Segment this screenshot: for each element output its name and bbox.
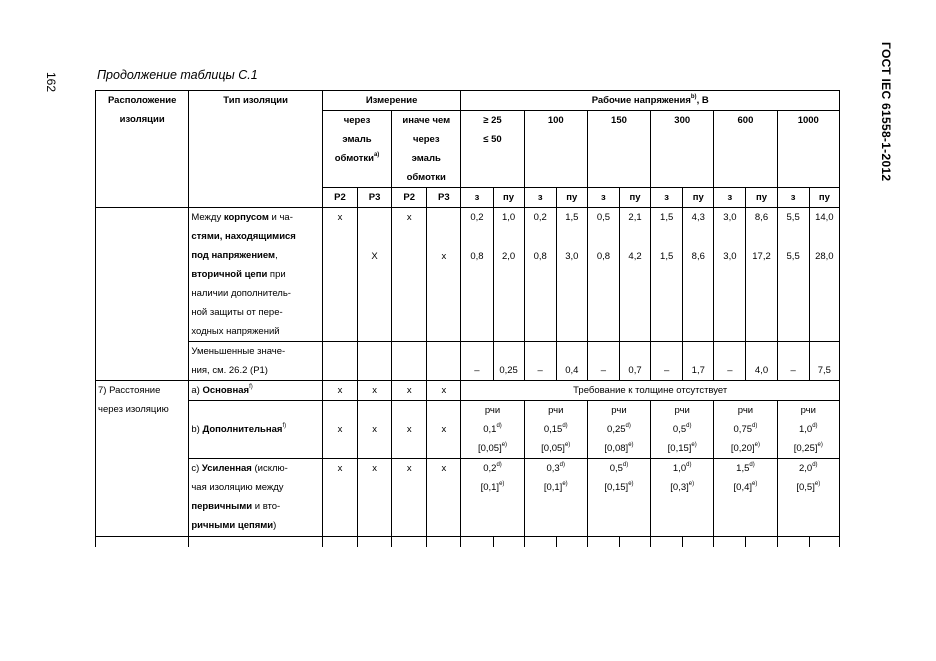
mark-cell: X — [358, 208, 392, 342]
header-voltage-150: 150 — [587, 111, 650, 188]
header-through-enamel: через эмаль обмотки$^{a)}$ — [322, 111, 391, 188]
value-cell: 7,5 — [809, 342, 839, 381]
value-cell: 1,7 — [683, 342, 714, 381]
reinforced-value-cell: 2,0$^{d)}$ $[0,5]^{e)}$ — [777, 459, 839, 537]
type-line: под напряжением, — [191, 250, 278, 261]
header-working-voltages: Рабочие напряжения$^{b)}$, В — [461, 91, 840, 111]
value-cell: 0,5 0,8 — [587, 208, 619, 342]
value-cell: 0,2 0,8 — [524, 208, 556, 342]
type-cell-supplementary: b) Дополнительная$^{f)}$ — [189, 401, 323, 459]
type-line: ной защиты от пере- — [191, 307, 283, 318]
value-cell: 5,5 5,5 — [777, 208, 809, 342]
value-cell: 4,3 8,6 — [683, 208, 714, 342]
value-cell: 0,4 — [556, 342, 587, 381]
header-voltage-1000: 1000 — [777, 111, 839, 188]
header-p3: Р3 — [358, 188, 392, 208]
type-cell-basic: a) Основная$^{f)}$ — [189, 381, 323, 401]
mark-cell: x — [392, 401, 427, 459]
header-z: з — [587, 188, 619, 208]
header-pu: пу — [493, 188, 524, 208]
header-z: з — [524, 188, 556, 208]
type-cell-reduced: Уменьшенные значе- ния, см. 26.2 (Р1) — [189, 342, 323, 381]
rchi-cell: рчи 0,15$^{d)}$ $[0,05]^{e)}$ — [524, 401, 587, 459]
mark-cell: x — [427, 459, 461, 537]
mark-cell: x — [427, 381, 461, 401]
value-cell: 0,7 — [619, 342, 650, 381]
header-voltage-100: 100 — [524, 111, 587, 188]
header-pu: пу — [809, 188, 839, 208]
document-code: ГОСТ IEC 61558-1-2012 — [879, 42, 893, 182]
mark-cell: x — [427, 208, 461, 342]
reinforced-value-cell: 0,2$^{d)}$ $[0,1]^{e)}$ — [461, 459, 524, 537]
rchi-cell: рчи 1,0$^{d)}$ $[0,25]^{e)}$ — [777, 401, 839, 459]
mark-cell: x — [358, 401, 392, 459]
page-number: 162 — [44, 72, 58, 93]
header-z: з — [651, 188, 683, 208]
header-p3: Р3 — [427, 188, 461, 208]
header-voltage-600: 600 — [714, 111, 777, 188]
type-line: наличии дополнитель- — [191, 288, 291, 299]
header-p2: Р2 — [322, 188, 357, 208]
value-cell: 8,6 17,2 — [746, 208, 777, 342]
no-requirement-note: Требование к толщине отсутствует — [461, 381, 840, 401]
reinforced-value-cell: 1,5$^{d)}$ $[0,4]^{e)}$ — [714, 459, 777, 537]
header-z: з — [461, 188, 493, 208]
type-cell-reinforced: c) Усиленная (исклю- чая изоляцию между первичными и вто- ричными цепями) — [189, 459, 323, 537]
type-line: стями, находящимися — [191, 231, 296, 242]
value-cell: – — [777, 342, 809, 381]
value-cell: – — [714, 342, 746, 381]
mark-cell — [322, 342, 357, 381]
mark-cell: x — [427, 401, 461, 459]
header-p2: Р2 — [392, 188, 427, 208]
header-pu: пу — [746, 188, 777, 208]
value-cell: – — [461, 342, 493, 381]
reinforced-value-cell: 0,5$^{d)}$ $[0,15]^{e)}$ — [587, 459, 650, 537]
mark-cell: x — [322, 459, 357, 537]
value-cell: 1,0 2,0 — [493, 208, 524, 342]
value-cell: 3,0 3,0 — [714, 208, 746, 342]
table-row — [96, 459, 840, 537]
value-cell: 14,0 28,0 — [809, 208, 839, 342]
value-cell: 1,5 3,0 — [556, 208, 587, 342]
type-line: ходных напряжений — [191, 326, 280, 337]
header-pu: пу — [683, 188, 714, 208]
mark-cell: x — [392, 208, 427, 342]
mark-cell: x — [358, 459, 392, 537]
header-voltage-25-50: ≥ 25 ≤ 50 — [461, 111, 524, 188]
reinforced-value-cell: 0,3$^{d)}$ $[0,1]^{e)}$ — [524, 459, 587, 537]
mark-cell: x — [322, 208, 357, 342]
mark-cell — [427, 342, 461, 381]
header-pu: пу — [556, 188, 587, 208]
table-row-continuation — [96, 537, 840, 547]
table-row — [96, 342, 840, 381]
rchi-cell: рчи 0,5$^{d)}$ $[0,15]^{e)}$ — [651, 401, 714, 459]
header-z: з — [777, 188, 809, 208]
value-cell: 1,5 1,5 — [651, 208, 683, 342]
header-voltage-300: 300 — [651, 111, 714, 188]
location-cell-distance: 7) Расстояние через изоляцию — [96, 381, 189, 537]
value-cell: – — [587, 342, 619, 381]
rchi-cell: рчи 0,1$^{d)}$ $[0,05]^{e)}$ — [461, 401, 524, 459]
location-cell-empty — [96, 208, 189, 381]
header-location: Расположение изоляции — [96, 91, 189, 208]
header-not-through-enamel: иначе чем через эмаль обмотки — [392, 111, 461, 188]
rchi-cell: рчи 0,25$^{d)}$ $[0,08]^{e)}$ — [587, 401, 650, 459]
header-z: з — [714, 188, 746, 208]
table-row — [96, 381, 840, 401]
mark-cell: x — [392, 459, 427, 537]
value-cell: – — [524, 342, 556, 381]
type-line: Между корпусом и ча- — [191, 212, 293, 223]
mark-cell: x — [358, 381, 392, 401]
value-cell: 0,2 0,8 — [461, 208, 493, 342]
reinforced-value-cell: 1,0$^{d)}$ $[0,3]^{e)}$ — [651, 459, 714, 537]
value-cell: 4,0 — [746, 342, 777, 381]
table-row — [96, 401, 840, 459]
value-cell: 0,25 — [493, 342, 524, 381]
mark-cell — [358, 342, 392, 381]
header-measurement: Измерение — [322, 91, 461, 111]
rchi-cell: рчи 0,75$^{d)}$ $[0,20]^{e)}$ — [714, 401, 777, 459]
table-caption: Продолжение таблицы С.1 — [97, 68, 258, 82]
mark-cell — [392, 342, 427, 381]
mark-cell: x — [322, 401, 357, 459]
header-type: Тип изоляции — [189, 91, 323, 208]
mark-cell: x — [322, 381, 357, 401]
mark-cell: x — [392, 381, 427, 401]
value-cell: 2,1 4,2 — [619, 208, 650, 342]
header-pu: пу — [619, 188, 650, 208]
table-row — [96, 208, 840, 342]
insulation-table — [95, 90, 840, 547]
value-cell: – — [651, 342, 683, 381]
type-line: вторичной цепи при — [191, 269, 286, 280]
type-cell-housing — [189, 208, 323, 342]
